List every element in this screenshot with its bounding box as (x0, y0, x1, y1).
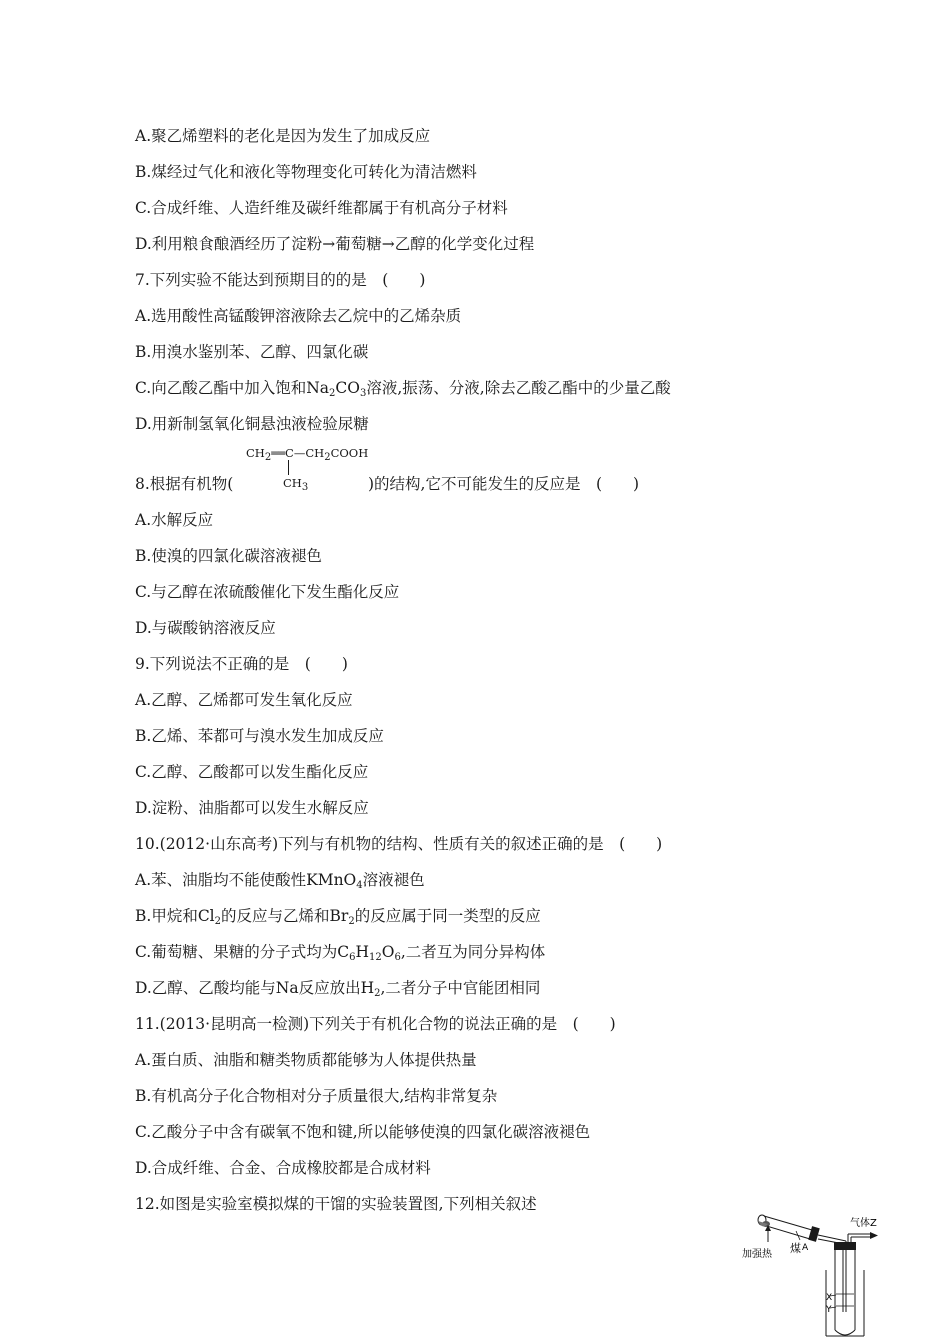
text-run: COOH (330, 446, 369, 460)
q6-option-c: C.合成纤维、人造纤维及碳纤维都属于有机高分子材料 (135, 199, 508, 217)
q7-option-b: B.用溴水鉴别苯、乙醇、四氯化碳 (135, 343, 369, 361)
text-run: ,二者分子中官能团相同 (380, 979, 541, 997)
q10-option-b (135, 906, 541, 926)
q11-option-c: C.乙酸分子中含有碳氧不饱和键,所以能够使溴的四氯化碳溶液褪色 (135, 1123, 591, 1141)
q9-option-c: C.乙醇、乙酸都可以发生酯化反应 (135, 763, 369, 781)
text-run: 的反应属于同一类型的反应 (354, 907, 541, 925)
collecting-test-tube (834, 1232, 878, 1335)
q7-option-d: D.用新制氢氧化铜悬浊液检验尿糖 (135, 415, 369, 433)
subscript: 2 (374, 988, 381, 999)
q10-stem: 10.(2012·山东高考)下列与有机物的结构、性质有关的叙述正确的是 ( ) (135, 835, 663, 853)
subscript: 2 (329, 388, 336, 399)
q11-option-a: A.蛋白质、油脂和糖类物质都能够为人体提供热量 (135, 1051, 477, 1069)
label-x: X (826, 1293, 833, 1303)
text-run: H (355, 943, 370, 961)
q11-stem: 11.(2013·昆明高一检测)下列关于有机化合物的说法正确的是 ( ) (135, 1015, 616, 1033)
structural-formula-main-chain (246, 446, 369, 463)
text-run: ══C—CH (271, 446, 325, 460)
subscript: 2 (348, 916, 355, 927)
text-run: 溶液褪色 (362, 871, 425, 889)
q9-option-b: B.乙烯、苯都可与溴水发生加成反应 (135, 727, 384, 745)
structural-formula-methyl (283, 476, 309, 493)
text-run: D.乙醇、乙酸均能与Na反应放出H (135, 979, 375, 997)
q9-option-d: D.淀粉、油脂都可以发生水解反应 (135, 799, 369, 817)
q11-option-d: D.合成纤维、合金、合成橡胶都是合成材料 (135, 1159, 431, 1177)
text-run: CO (335, 379, 360, 397)
q9-stem: 9.下列说法不正确的是 ( ) (135, 655, 348, 673)
beaker (826, 1270, 864, 1336)
q8-option-c: C.与乙醇在浓硫酸催化下发生酯化反应 (135, 583, 400, 601)
label-gas-z: 气体Z (850, 1218, 877, 1229)
q8-stem-start: 8.根据有机物( (135, 475, 234, 493)
text-run: CH (283, 476, 302, 490)
text-run: 的反应与乙烯和Br (221, 907, 349, 925)
q6-option-d: D.利用粮食酿酒经历了淀粉→葡萄糖→乙醇的化学变化过程 (135, 235, 535, 253)
q10-option-a (135, 870, 425, 890)
label-y: Y (826, 1305, 832, 1315)
text-run: 溶液,振荡、分液,除去乙酸乙酯中的少量乙酸 (366, 379, 671, 397)
subscript: 2 (264, 452, 272, 463)
q12-stem: 12.如图是实验室模拟煤的干馏的实验装置图,下列相关叙述 (135, 1195, 537, 1213)
q8-option-d: D.与碳酸钠溶液反应 (135, 619, 276, 637)
q11-option-b: B.有机高分子化合物相对分子质量很大,结构非常复杂 (135, 1087, 498, 1105)
text-run: B.甲烷和Cl (135, 907, 215, 925)
heated-tube (758, 1215, 812, 1239)
text-run: O (381, 943, 395, 961)
text-run: C.葡萄糖、果糖的分子式均为C (135, 943, 350, 961)
coal-distillation-apparatus (738, 1212, 888, 1340)
subscript: 4 (356, 880, 363, 891)
q9-option-a: A.乙醇、乙烯都可发生氧化反应 (135, 691, 353, 709)
q10-option-d (135, 978, 540, 998)
text-run: CH (246, 446, 265, 460)
subscript: 2 (214, 916, 222, 927)
q7-option-c (135, 378, 671, 398)
subscript: 3 (301, 482, 309, 493)
formula-bond-line (287, 460, 291, 476)
label-heat: 加强热 (742, 1249, 772, 1260)
subscript: 3 (360, 388, 367, 399)
q6-option-a: A.聚乙烯塑料的老化是因为发生了加成反应 (135, 127, 431, 145)
q8-option-a: A.水解反应 (135, 511, 214, 529)
text-run: C.向乙酸乙酯中加入饱和Na (135, 379, 330, 397)
q7-stem: 7.下列实验不能达到预期目的的是 ( ) (135, 271, 426, 289)
q8-option-b: B.使溴的四氯化碳溶液褪色 (135, 547, 322, 565)
text-run: A.苯、油脂均不能使酸性KMnO (135, 871, 357, 889)
label-a: A (802, 1243, 809, 1253)
q8-stem-end: )的结构,它不可能发生的反应是 ( ) (368, 475, 640, 493)
subscript: 6 (349, 952, 356, 963)
subscript: 12 (369, 952, 382, 963)
q6-option-b: B.煤经过气化和液化等物理变化可转化为清洁燃料 (135, 163, 477, 181)
subscript: 2 (324, 452, 331, 463)
q10-option-c (135, 942, 545, 962)
text-run: ,二者互为同分异构体 (400, 943, 546, 961)
label-coal: 煤 (790, 1242, 801, 1255)
q7-option-a: A.选用酸性高锰酸钾溶液除去乙烷中的乙烯杂质 (135, 307, 462, 325)
subscript: 6 (394, 952, 401, 963)
